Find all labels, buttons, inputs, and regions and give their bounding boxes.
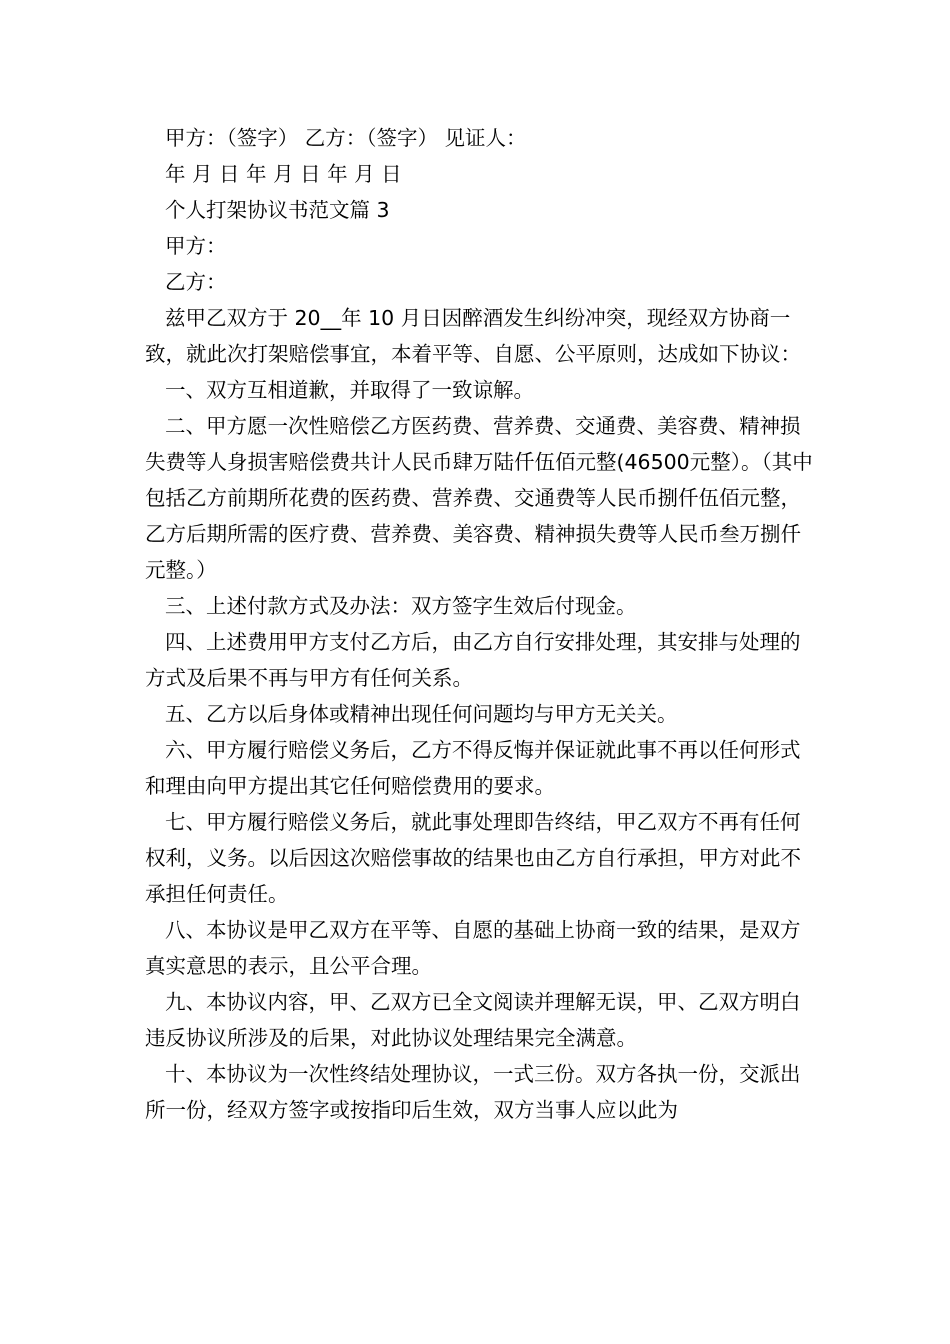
paragraph-clause-5: 五、乙方以后身体或精神出现任何问题均与甲方无关关。	[165, 702, 678, 726]
party-a-line: 甲方：	[165, 234, 227, 258]
paragraph-clause-4: 四、上述费用甲方支付乙方后，由乙方自行安排处理，其安排与处理的方式及后果不再与甲方有任何关系。	[145, 630, 801, 690]
section-title: 个人打架协议书范文篇 3	[165, 198, 390, 222]
paragraph-clause-10: 十、本协议为一次性终结处理协议，一式三份。双方各执一份，交派出所一份，经双方签字或按指印后生效，双方当事人应以此为	[145, 1062, 801, 1122]
paragraph-clause-8: 八、本协议是甲乙双方在平等、自愿的基础上协商一致的结果，是双方真实意思的表示，且公平合理。	[145, 918, 801, 978]
paragraph-intro: 兹甲乙双方于 20__年 10 月日因醉酒发生纠纷冲突，现经双方协商一致，就此次打架赔偿事宜，本着平等、自愿、公平原则，达成如下协议：	[145, 306, 801, 366]
paragraph-clause-2: 二、甲方愿一次性赔偿乙方医药费、营养费、交通费、美容费、精神损失费等人身损害赔偿费共计人民币肆万陆仟伍佰元整(46500元整）。（其中包括乙方前期所花费的医药费、营养费、交通费等人民币捌仟伍佰元整，乙方后期所需的医疗费、营养费、美容费、精神损失费等人民币叁万捌仟元整。）	[145, 414, 813, 582]
paragraph-clause-9: 九、本协议内容，甲、乙双方已全文阅读并理解无误，甲、乙双方明白违反协议所涉及的后果，对此协议处理结果完全满意。	[145, 990, 801, 1050]
document-body	[145, 120, 815, 1128]
paragraph-clause-7: 七、甲方履行赔偿义务后，就此事处理即告终结，甲乙双方不再有任何权利，义务。以后因这次赔偿事故的结果也由乙方自行承担，甲方对此不承担任何责任。	[145, 810, 801, 906]
paragraph-clause-1: 一、双方互相道歉，并取得了一致谅解。	[165, 378, 534, 402]
paragraph-clause-6: 六、甲方履行赔偿义务后，乙方不得反悔并保证就此事不再以任何形式和理由向甲方提出其它任何赔偿费用的要求。	[145, 738, 801, 798]
date-line: 年 月 日 年 月 日 年 月 日	[165, 162, 402, 186]
signature-line: 甲方：（签字） 乙方：（签字） 见证人：	[165, 126, 527, 150]
paragraph-clause-3: 三、上述付款方式及办法：双方签字生效后付现金。	[165, 594, 637, 618]
party-b-line: 乙方：	[165, 270, 227, 294]
